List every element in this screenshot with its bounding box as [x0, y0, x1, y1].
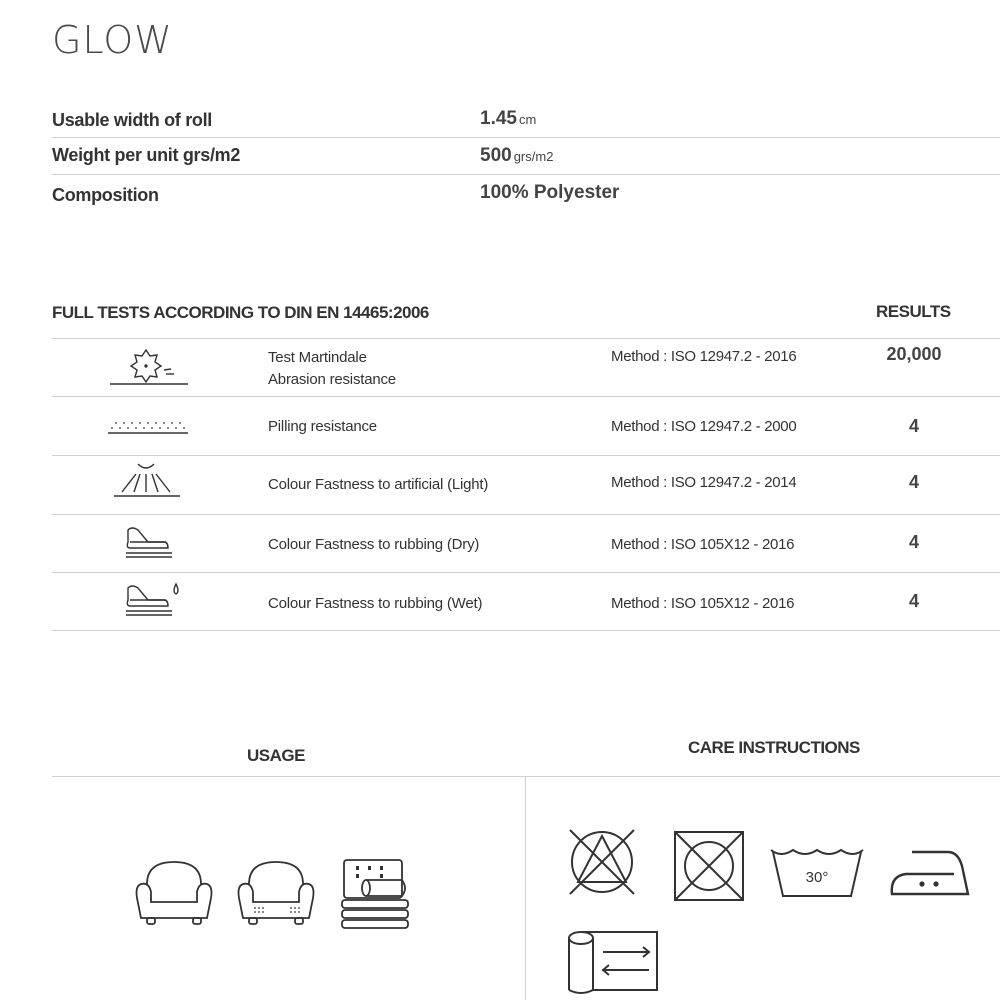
- divider: [52, 572, 1000, 573]
- wash-temp-label: 30°: [805, 869, 829, 886]
- test-method: Method : ISO 12947.2 - 2000: [611, 418, 797, 435]
- bedding-icon: [338, 858, 412, 932]
- test-name: [268, 347, 396, 391]
- test-name: Pilling resistance: [268, 418, 377, 435]
- divider: [52, 338, 1000, 339]
- do-not-tumble-dry-icon: [673, 830, 745, 902]
- test-result: 4: [908, 472, 919, 492]
- care-heading: CARE INSTRUCTIONS: [688, 738, 860, 757]
- test-result: 4: [908, 416, 919, 436]
- test-method: Method : ISO 12947.2 - 2014: [611, 474, 797, 491]
- test-name-line2: Abrasion resistance: [268, 371, 396, 388]
- divider: [52, 514, 1000, 515]
- armchair-contract-icon: [235, 856, 317, 930]
- usage-heading: USAGE: [247, 746, 305, 765]
- martindale-abrasion-icon: [108, 344, 188, 388]
- product-title: GLOW: [52, 18, 173, 62]
- spec-value-weight-number: 500: [480, 145, 512, 166]
- divider: [52, 455, 1000, 456]
- spec-value-composition: 100% Polyester: [480, 182, 620, 203]
- test-name: Colour Fastness to rubbing (Wet): [268, 595, 483, 612]
- pilling-icon: [108, 405, 188, 449]
- test-name: Colour Fastness to artificial (Light): [268, 476, 489, 493]
- wash-30-icon: [769, 846, 865, 900]
- divider: [52, 630, 1000, 631]
- iron-medium-icon: [886, 846, 972, 900]
- spec-label-composition: Composition: [52, 185, 159, 205]
- roll-direction-icon: [563, 928, 663, 1000]
- divider: [52, 776, 1000, 777]
- spec-value-width-number: 1.45: [480, 108, 517, 129]
- test-name: Colour Fastness to rubbing (Dry): [268, 536, 480, 553]
- spec-value-weight: [480, 145, 553, 167]
- rubbing-dry-icon: [108, 520, 188, 564]
- spec-label-width: Usable width of roll: [52, 110, 213, 130]
- test-result: 20,000: [886, 344, 942, 364]
- divider: [52, 174, 1000, 175]
- divider: [52, 137, 1000, 138]
- divider: [52, 396, 1000, 397]
- armchair-icon: [133, 856, 215, 930]
- test-name-line1: Test Martindale: [268, 349, 367, 366]
- spec-value-weight-unit: grs/m2: [513, 149, 554, 164]
- tests-heading: FULL TESTS ACCORDING TO DIN EN 14465:2006: [52, 303, 429, 322]
- column-divider: [525, 776, 526, 1000]
- spec-value-width-unit: cm: [518, 112, 537, 127]
- do-not-bleach-icon: [566, 826, 638, 898]
- rubbing-wet-icon: [108, 578, 188, 622]
- spec-label-weight: Weight per unit grs/m2: [52, 145, 241, 165]
- test-method: Method : ISO 12947.2 - 2016: [611, 348, 797, 365]
- test-result: 4: [908, 532, 919, 552]
- light-fastness-icon: [108, 460, 188, 504]
- test-method: Method : ISO 105X12 - 2016: [611, 595, 795, 612]
- results-heading: RESULTS: [876, 302, 951, 321]
- test-result: 4: [908, 591, 919, 611]
- test-method: Method : ISO 105X12 - 2016: [611, 536, 795, 553]
- spec-value-width: [480, 108, 536, 130]
